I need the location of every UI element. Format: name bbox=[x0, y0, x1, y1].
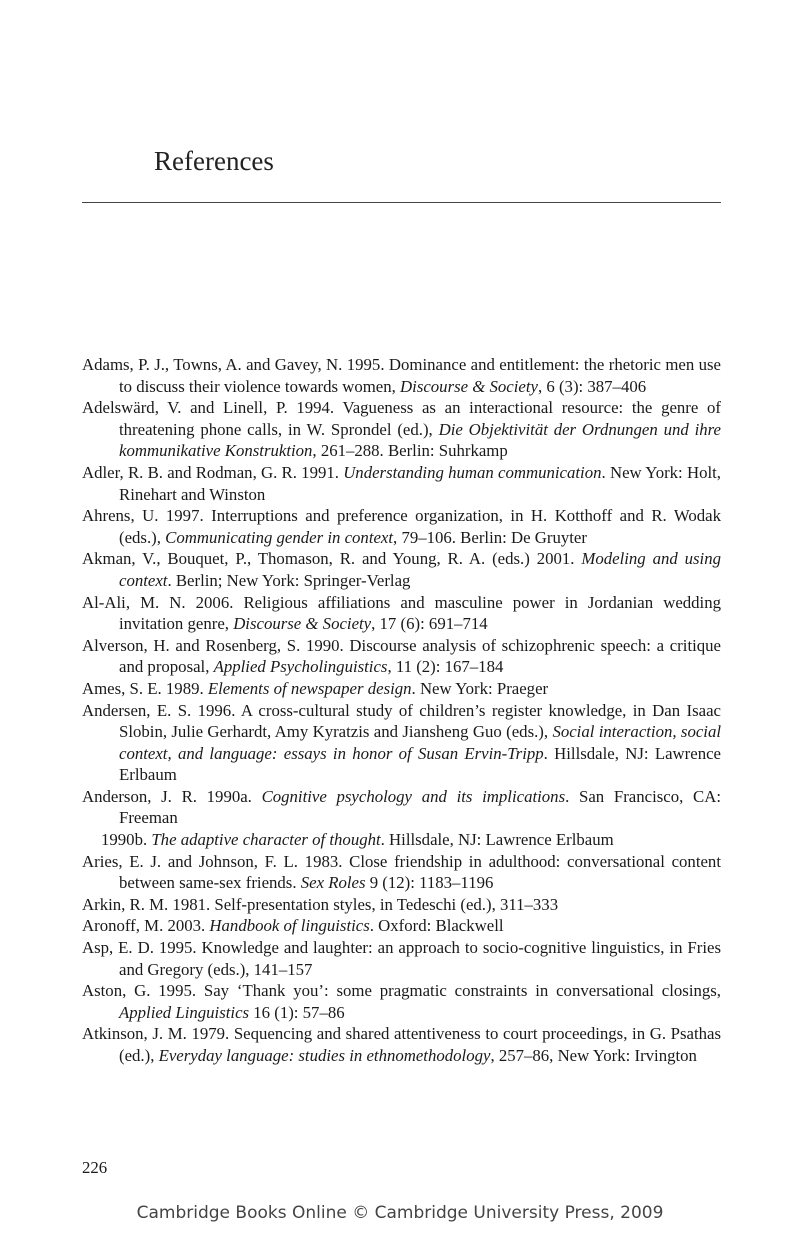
reference-text: Adams, P. J., Towns, A. and Gavey, N. 1995. Dominance and entitlement: the rhetoric men use to discuss their violence towards women, bbox=[82, 355, 721, 396]
reference-text: Aries, E. J. and Johnson, F. L. 1983. Close friendship in adulthood: conversational content between same-sex friends. bbox=[82, 851, 721, 893]
reference-text: Akman, V., Bouquet, P., Thomason, R. and Young, R. A. (eds.) 2001. bbox=[82, 549, 582, 569]
reference-entry bbox=[82, 462, 721, 505]
reference-text: Arkin, R. M. 1981. Self-presentation styles, in Tedeschi (ed.), 311–333 bbox=[82, 894, 559, 914]
reference-entry bbox=[82, 937, 721, 980]
reference-title: Sex Roles bbox=[300, 873, 366, 893]
reference-text: . Oxford: Blackwell bbox=[369, 916, 504, 936]
reference-text: , 6 (3): 387–406 bbox=[537, 376, 647, 396]
reference-text: Ahrens, U. 1997. Interruptions and preference organization, in H. Kotthoff and R. Wodak (eds.), bbox=[82, 506, 721, 547]
reference-entry bbox=[82, 354, 721, 397]
reference-entry bbox=[82, 678, 721, 700]
reference-entry bbox=[82, 397, 721, 462]
reference-text: , 257–86, New York: Irvington bbox=[490, 1046, 697, 1065]
reference-list bbox=[82, 354, 721, 1067]
reference-entry bbox=[82, 980, 721, 1023]
reference-title: Everyday language: studies in ethnomethodology bbox=[158, 1046, 491, 1065]
reference-title: The adaptive character of thought bbox=[151, 830, 381, 850]
reference-entry bbox=[82, 829, 721, 851]
reference-title: Die Objektivität der Ordnungen und ihre kommunikative Konstruktion bbox=[119, 419, 721, 461]
reference-text: . New York: Holt, Rinehart and Winston bbox=[119, 462, 721, 504]
reference-text: Aronoff, M. 2003. bbox=[82, 916, 210, 936]
reference-title: Modeling and using context bbox=[119, 549, 721, 590]
reference-entry bbox=[82, 700, 721, 786]
reference-text: 9 (12): 1183–1196 bbox=[365, 873, 494, 893]
reference-text: , 79–106. Berlin: De Gruyter bbox=[393, 527, 587, 547]
reference-text: 16 (1): 57–86 bbox=[249, 1002, 345, 1022]
reference-text: . Hillsdale, NJ: Lawrence Erlbaum bbox=[380, 830, 614, 850]
reference-text: Al-Ali, M. N. 2006. Religious affiliations and masculine power in Jordanian wedding invitation genre, bbox=[82, 592, 721, 634]
reference-title: Communicating gender in context bbox=[165, 527, 394, 547]
reference-entry bbox=[82, 592, 721, 635]
reference-text: Andersen, E. S. 1996. A cross-cultural study of children’s register knowledge, in Dan Isaac Slobin, Julie Gerhardt, Amy Kyratzis and Jiansheng Guo (eds.), bbox=[82, 700, 721, 742]
reference-text: . San Francisco, CA: Freeman bbox=[119, 786, 721, 828]
reference-title: Discourse & Society bbox=[233, 614, 372, 634]
reference-text: Adelswärd, V. and Linell, P. 1994. Vagueness as an interactional resource: the genre of threatening phone calls, in W. Sprondel (ed.), bbox=[82, 398, 721, 439]
title-rule bbox=[82, 202, 721, 203]
reference-text: Atkinson, J. M. 1979. Sequencing and shared attentiveness to court proceedings, in G. Psathas (ed.), bbox=[82, 1024, 721, 1065]
reference-text: Asp, E. D. 1995. Knowledge and laughter: an approach to socio-cognitive linguistics, in Fries and Gregory (eds.), 141–157 bbox=[82, 938, 721, 979]
reference-entry bbox=[82, 548, 721, 591]
copyright-footer: Cambridge Books Online © Cambridge University Press, 2009 bbox=[136, 1203, 664, 1223]
reference-text: Adler, R. B. and Rodman, G. R. 1991. bbox=[82, 462, 344, 482]
reference-text: Aston, G. 1995. Say ‘Thank you’: some pragmatic constraints in conversational closings, bbox=[82, 981, 721, 1001]
reference-text: Alverson, H. and Rosenberg, S. 1990. Discourse analysis of schizophrenic speech: a critique and proposal, bbox=[82, 635, 721, 677]
reference-text: , 261–288. Berlin: Suhrkamp bbox=[312, 441, 508, 461]
reference-text: . Hillsdale, NJ: Lawrence Erlbaum bbox=[119, 743, 721, 785]
reference-text: Anderson, J. R. 1990a. bbox=[82, 786, 262, 806]
reference-entry bbox=[82, 851, 721, 894]
reference-text: . New York: Praeger bbox=[411, 678, 549, 698]
reference-title: Applied Linguistics bbox=[119, 1002, 250, 1022]
reference-title: Handbook of linguistics bbox=[209, 916, 370, 936]
reference-entry bbox=[82, 1023, 721, 1066]
page-title: References bbox=[154, 146, 274, 176]
reference-title: Discourse & Society bbox=[400, 376, 538, 396]
reference-entry bbox=[82, 635, 721, 678]
reference-text: . Berlin; New York: Springer-Verlag bbox=[167, 570, 411, 590]
reference-title: Cognitive psychology and its implications bbox=[261, 786, 566, 806]
reference-entry bbox=[82, 505, 721, 548]
reference-title: Applied Psycholinguistics bbox=[213, 657, 388, 677]
reference-title: Elements of newspaper design bbox=[207, 678, 412, 698]
reference-text: , 11 (2): 167–184 bbox=[387, 657, 504, 677]
reference-entry bbox=[82, 786, 721, 829]
reference-text: , 17 (6): 691–714 bbox=[371, 614, 488, 634]
page-number: 226 bbox=[82, 1158, 108, 1177]
reference-title: Understanding human communication bbox=[343, 462, 602, 482]
reference-title: Social interaction, social context, and language: essays in honor of Susan Ervin-Tripp bbox=[119, 722, 721, 763]
reference-entry bbox=[82, 915, 721, 937]
reference-text: Ames, S. E. 1989. bbox=[82, 678, 208, 698]
reference-entry bbox=[82, 894, 721, 916]
reference-text: 1990b. bbox=[101, 830, 152, 850]
